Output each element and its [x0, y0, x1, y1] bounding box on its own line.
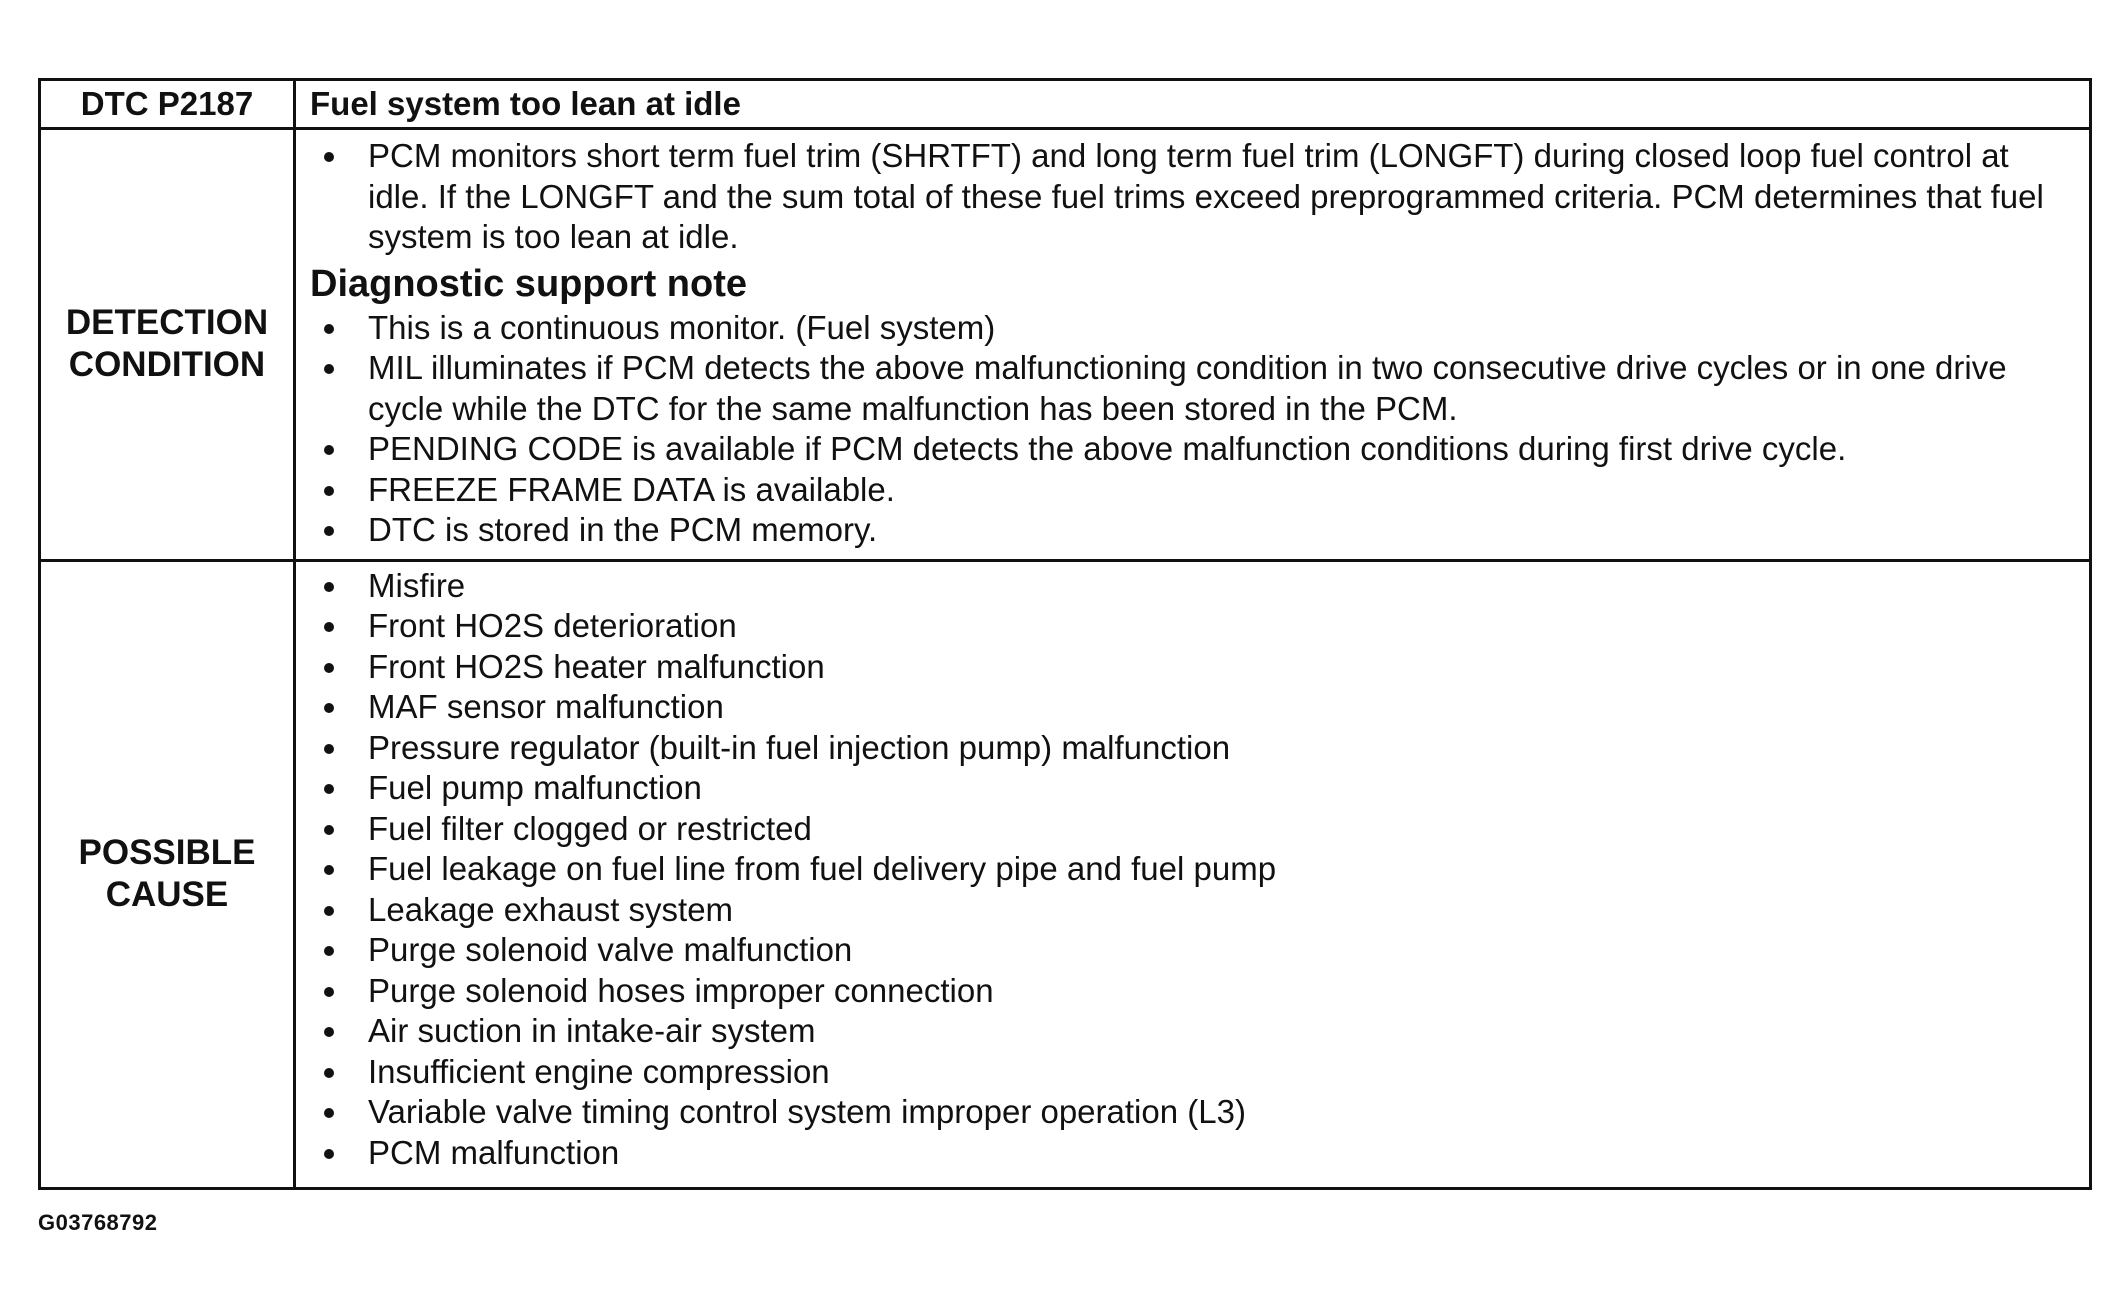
detection-label-line1: DETECTION	[65, 303, 269, 343]
diagnostic-note-item: PENDING CODE is available if PCM detects the above malfunction conditions during first drive cycle.	[310, 429, 2075, 470]
diagnostic-note-item: FREEZE FRAME DATA is available.	[310, 470, 2075, 511]
dtc-table	[38, 78, 2092, 1190]
possible-cause-list	[310, 566, 2075, 1174]
detection-condition-row	[40, 129, 2091, 561]
detection-condition-content	[295, 129, 2091, 561]
possible-cause-item: Front HO2S deterioration	[310, 606, 2075, 647]
possible-cause-item: Pressure regulator (built-in fuel injection pump) malfunction	[310, 728, 2075, 769]
possible-cause-item: Front HO2S heater malfunction	[310, 647, 2075, 688]
possible-cause-item: Fuel leakage on fuel line from fuel delivery pipe and fuel pump	[310, 849, 2075, 890]
detection-condition-label	[40, 129, 295, 561]
possible-cause-item: Fuel pump malfunction	[310, 768, 2075, 809]
possible-cause-item: Variable valve timing control system improper operation (L3)	[310, 1092, 2075, 1133]
possible-cause-item: Misfire	[310, 566, 2075, 607]
diagnostic-support-note-heading: Diagnostic support note	[310, 262, 747, 305]
detection-intro-item: PCM monitors short term fuel trim (SHRTFT) and long term fuel trim (LONGFT) during closed loop fuel control at idle. If the LONGFT and the sum total of these fuel trims exceed preprogrammed criteria. PCM determines that fuel system is too lean at idle.	[310, 136, 2075, 258]
detection-intro-list	[310, 136, 2075, 258]
possible-cause-item: Purge solenoid valve malfunction	[310, 930, 2075, 971]
possible-cause-content	[295, 560, 2091, 1189]
possible-cause-label-line2: CAUSE	[105, 875, 229, 915]
figure-id: G03768792	[38, 1210, 158, 1235]
possible-cause-label	[40, 560, 295, 1189]
possible-cause-item: Insufficient engine compression	[310, 1052, 2075, 1093]
header-row	[40, 80, 2091, 129]
possible-cause-item: PCM malfunction	[310, 1133, 2075, 1174]
dtc-title: Fuel system too lean at idle	[295, 80, 2091, 129]
possible-cause-item: Leakage exhaust system	[310, 890, 2075, 931]
possible-cause-label-line1: POSSIBLE	[78, 833, 256, 873]
possible-cause-item: Purge solenoid hoses improper connection	[310, 971, 2075, 1012]
possible-cause-item: Air suction in intake-air system	[310, 1011, 2075, 1052]
dtc-code: DTC P2187	[40, 80, 295, 129]
detection-label-line2: CONDITION	[68, 345, 266, 385]
diagnostic-note-item: This is a continuous monitor. (Fuel system)	[310, 308, 2075, 349]
possible-cause-item: Fuel filter clogged or restricted	[310, 809, 2075, 850]
diagnostic-note-item: MIL illuminates if PCM detects the above malfunctioning condition in two consecutive drive cycles or in one drive cycle while the DTC for the same malfunction has been stored in the PCM.	[310, 348, 2075, 429]
diagnostic-note-list	[310, 308, 2075, 551]
possible-cause-row	[40, 560, 2091, 1189]
possible-cause-item: MAF sensor malfunction	[310, 687, 2075, 728]
diagnostic-note-item: DTC is stored in the PCM memory.	[310, 510, 2075, 551]
